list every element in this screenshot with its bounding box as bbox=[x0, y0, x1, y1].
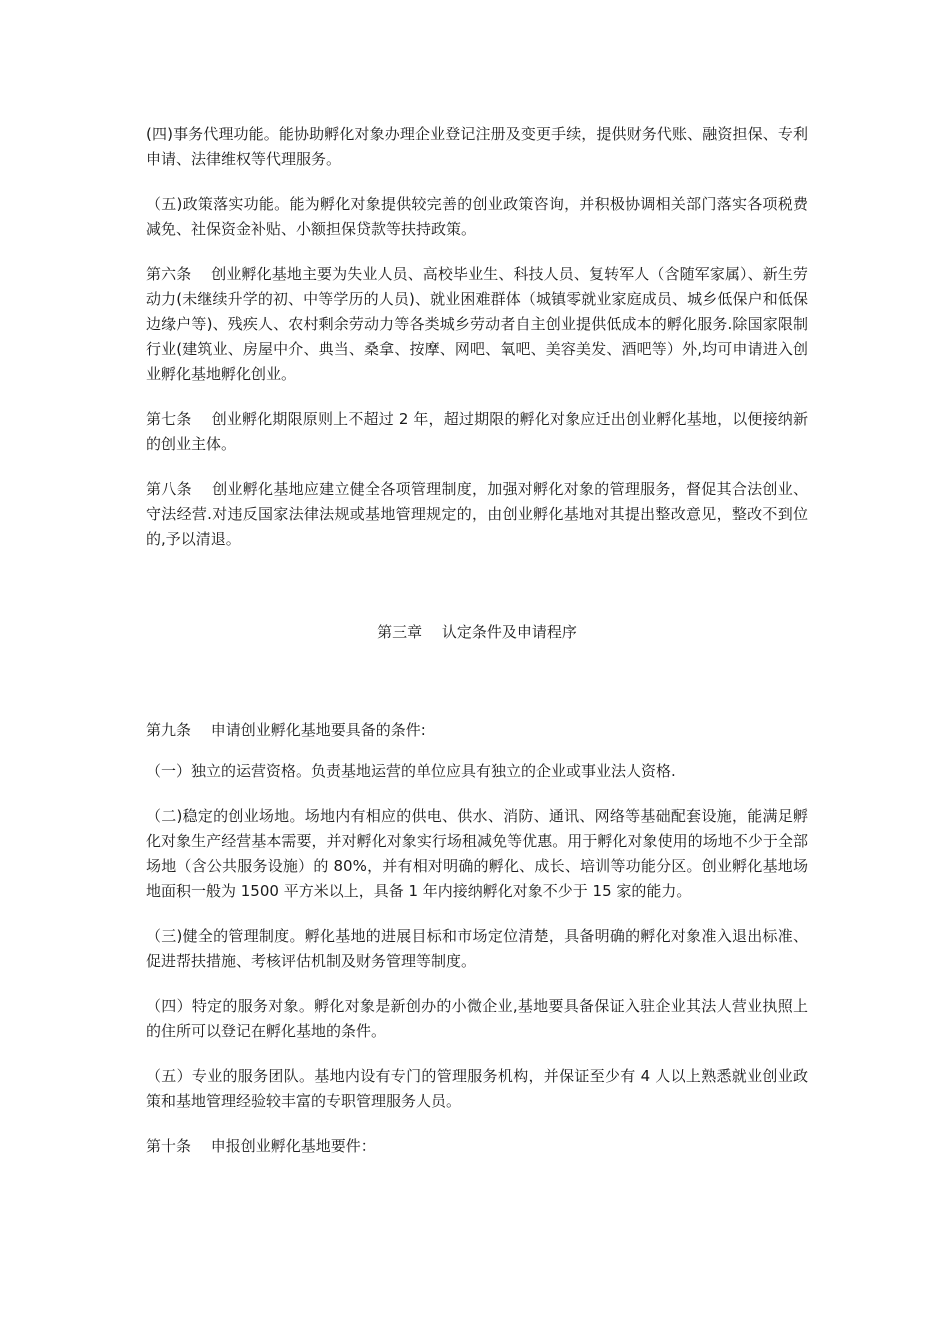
chapter-heading: 第三章 认定条件及申请程序 bbox=[377, 623, 577, 641]
document-page bbox=[146, 122, 808, 1179]
paragraph-article-7: 第七条 创业孵化期限原则上不超过 2 年，超过期限的孵化对象应迁出创业孵化基地，以便接纳新的创业主体。 bbox=[146, 410, 808, 453]
paragraph-article-8: 第八条 创业孵化基地应建立健全各项管理制度，加强对孵化对象的管理服务，督促其合法创业、守法经营.对违反国家法律法规或基地管理规定的，由创业孵化基地对其提出整改意见，整改不到位的,予以清退。 bbox=[146, 480, 808, 548]
paragraph-condition-5: （五）专业的服务团队。基地内设有专门的管理服务机构，并保证至少有 4 人以上熟悉就业创业政策和基地管理经验较丰富的专职管理服务人员。 bbox=[146, 1067, 808, 1110]
paragraph-condition-1: （一）独立的运营资格。负责基地运营的单位应具有独立的企业或事业法人资格. bbox=[146, 762, 676, 780]
paragraph-condition-2: （二)稳定的创业场地。场地内有相应的供电、供水、消防、通讯、网络等基础配套设施，能满足孵化对象生产经营基本需要，并对孵化对象实行场租减免等优惠。用于孵化对象使用的场地不少于全部场地（含公共服务设施）的 80%，并有相对明确的孵化、成长、培训等功能分区。创业孵化基地场地面积一般为 1500 平方米以上，具备 1 年内接纳孵化对象不少于 15 家的能力。 bbox=[146, 807, 808, 900]
paragraph-article-9: 第九条 申请创业孵化基地要具备的条件: bbox=[146, 721, 426, 739]
paragraph-condition-3: （三)健全的管理制度。孵化基地的进展目标和市场定位清楚，具备明确的孵化对象准入退出标准、促进帮扶措施、考核评估机制及财务管理等制度。 bbox=[146, 927, 808, 970]
paragraph-article-6: 第六条 创业孵化基地主要为失业人员、高校毕业生、科技人员、复转军人（含随军家属）、新生劳动力(未继续升学的初、中等学历的人员)、就业困难群体（城镇零就业家庭成员、城乡低保户和低保边缘户等)、残疾人、农村剩余劳动力等各类城乡劳动者自主创业提供低成本的孵化服务.除国家限制行业(建筑业、房屋中介、典当、桑拿、按摩、网吧、氧吧、美容美发、酒吧等）外,均可申请进入创业孵化基地孵化创业。 bbox=[146, 265, 808, 383]
paragraph-article-10: 第十条 申报创业孵化基地要件： bbox=[146, 1137, 376, 1155]
paragraph-agency-function: (四)事务代理功能。能协助孵化对象办理企业登记注册及变更手续，提供财务代账、融资担保、专利申请、法律维权等代理服务。 bbox=[146, 125, 808, 168]
paragraph-policy-function: （五)政策落实功能。能为孵化对象提供较完善的创业政策咨询，并积极协调相关部门落实各项税费减免、社保资金补贴、小额担保贷款等扶持政策。 bbox=[146, 195, 808, 238]
paragraph-condition-4: （四）特定的服务对象。孵化对象是新创办的小微企业,基地要具备保证入驻企业其法人营业执照上的住所可以登记在孵化基地的条件。 bbox=[146, 997, 808, 1040]
